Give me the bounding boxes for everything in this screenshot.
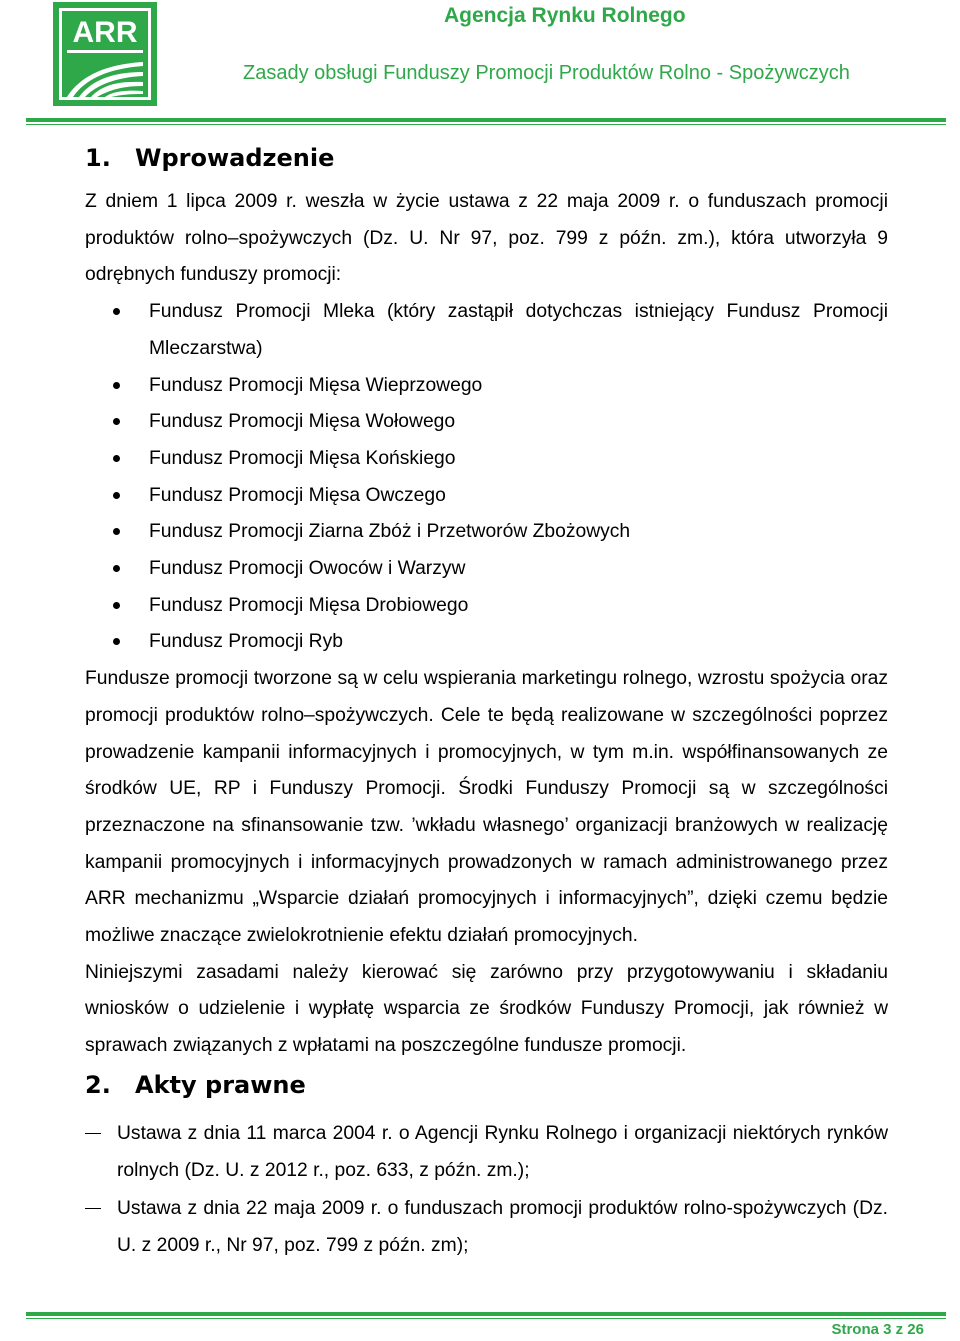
- list-item-text: Fundusz Promocji Mięsa Końskiego: [149, 447, 456, 469]
- list-item-text: Fundusz Promocji Mięsa Wołowego: [149, 411, 456, 433]
- list-item-text: Fundusz Promocji Owoców i Warzyw: [149, 558, 466, 580]
- logo-text: ARR: [72, 16, 138, 49]
- agency-name: Agencja Rynku Rolnego: [444, 4, 686, 27]
- list-item: [85, 478, 888, 515]
- intro-paragraph: Z dniem 1 lipca 2009 r. weszła w życie ustawa z 22 maja 2009 r. o funduszach promocji produktów rolno–spożywczych (Dz. U. Nr 97, poz. 799 z późn. zm.), która utworzyła 9 odrębnych funduszy promocji:: [85, 191, 888, 286]
- purpose-paragraph: Fundusze promocji tworzone są w celu wspierania marketingu rolnego, wzrostu spożycia oraz promocji produktów rolno–spożywczych. Cele te będą realizowane w szczególności poprzez prowadzenie kampanii informacyjnych i promocyjnych, w tym m.in. współfinansowanych ze środków UE, RP i Funduszy Promocji. Środki Funduszy Promocji są w szczególności przeznaczone na sfinansowanie tzw. ’wkładu własnego’ organizacji branżowych w realizację kampanii promocyjnych i informacyjnych prowadzonych w ramach administrowanego przez ARR mechanizmu „Wsparcie działań promocyjnych i informacyjnych”, dzięki czemu będzie możliwe znaczące zwielokrotnienie efektu działań promocyjnych.: [85, 668, 888, 947]
- bullet-icon: [113, 455, 120, 462]
- document-body: [85, 142, 888, 1265]
- list-item-text: Fundusz Promocji Ziarna Zbóż i Przetworów Zbożowych: [149, 521, 631, 543]
- list-item-text: Ustawa z dnia 11 marca 2004 r. o Agencji Rynku Rolnego i organizacji niektórych rynków rolnych (Dz. U. z 2012 r., poz. 633, z późn. zm.);: [117, 1122, 888, 1182]
- bullet-icon: [113, 602, 120, 609]
- list-item-text: Fundusz Promocji Mięsa Wieprzowego: [149, 374, 483, 396]
- section-title: Wprowadzenie: [135, 144, 335, 172]
- list-item-text: Fundusz Promocji Mięsa Owczego: [149, 484, 446, 506]
- arr-logo: [53, 2, 157, 106]
- arr-logo-mark: [53, 2, 157, 106]
- list-item-text: Fundusz Promocji Mleka (który zastąpił dotychczas istniejący Fundusz Promocji Mleczarstwa): [149, 301, 888, 359]
- section-number: 1.: [85, 144, 111, 172]
- header-rule-thin: [26, 124, 946, 125]
- bullet-icon: [113, 492, 120, 499]
- section-heading-legal-acts: [85, 1069, 888, 1111]
- rules-paragraph: Niniejszymi zasadami należy kierować się zarówno przy przygotowywaniu i składaniu wniosków o udzielenie i wypłatę wsparcia ze środków Funduszy Promocji, jak również w sprawach związanych z wpłatami na poszczególne fundusze promocji.: [85, 961, 888, 1057]
- list-item: [85, 624, 888, 661]
- section-heading-introduction: [85, 142, 888, 184]
- list-item: [85, 1115, 888, 1190]
- list-item: [85, 441, 888, 478]
- bullet-icon: [113, 382, 120, 389]
- bullet-icon: [113, 528, 120, 535]
- header-rule: [26, 118, 946, 122]
- list-item: [85, 551, 888, 588]
- page-number: Strona 3 z 26: [831, 1321, 924, 1338]
- dash-icon: [85, 1133, 101, 1135]
- funds-list: [85, 294, 888, 661]
- list-item: [85, 368, 888, 405]
- list-item-text: Fundusz Promocji Ryb: [149, 631, 343, 653]
- bullet-icon: [113, 565, 120, 572]
- list-item-text: Ustawa z dnia 22 maja 2009 r. o funduszach promocji produktów rolno-spożywczych (Dz. U. z 2009 r., Nr 97, poz. 799 z późn. zm);: [117, 1197, 888, 1257]
- dash-icon: [85, 1208, 101, 1210]
- bullet-icon: [113, 638, 120, 645]
- bullet-icon: [113, 418, 120, 425]
- list-item: [85, 588, 888, 625]
- list-item: [85, 294, 888, 367]
- list-item-text: Fundusz Promocji Mięsa Drobiowego: [149, 594, 469, 616]
- section-number: 2.: [85, 1070, 111, 1099]
- list-item: [85, 1190, 888, 1265]
- document-title: Zasady obsługi Funduszy Promocji Produktów Rolno - Spożywczych: [243, 62, 850, 84]
- footer-rule-thin: [26, 1318, 946, 1319]
- section-title: Akty prawne: [135, 1070, 306, 1099]
- footer-rule: [26, 1312, 946, 1316]
- list-item: [85, 514, 888, 551]
- legal-acts-list: [85, 1115, 888, 1265]
- list-item: [85, 404, 888, 441]
- bullet-icon: [113, 308, 120, 315]
